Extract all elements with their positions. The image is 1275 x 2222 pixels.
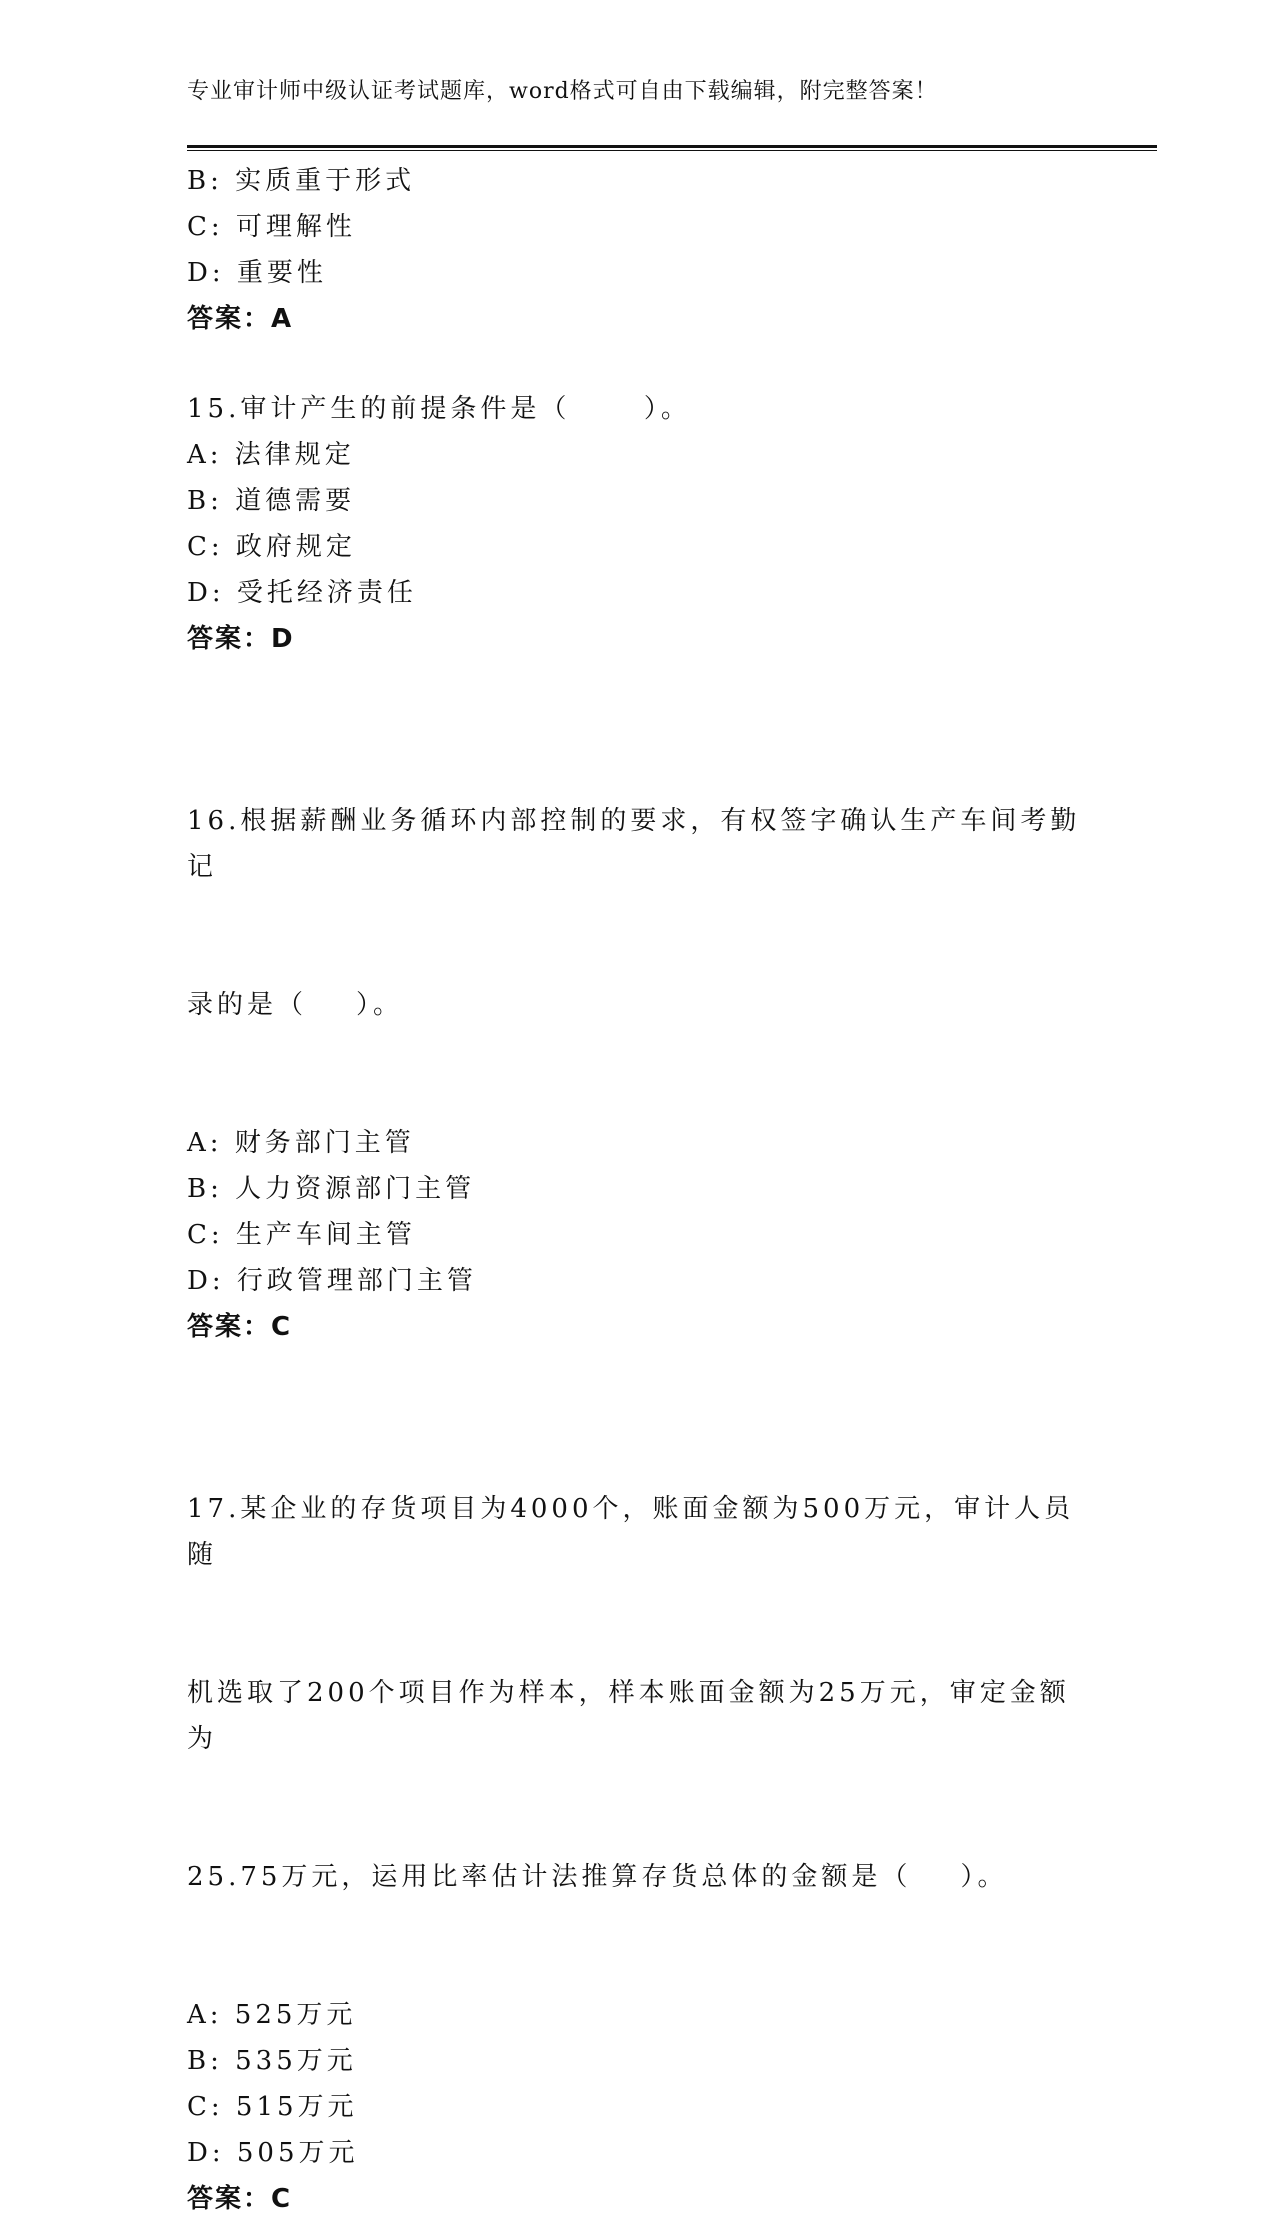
option-d: D: 重要性 [187,258,327,288]
question-stem-line: 25.75万元，运用比率估计法推算存货总体的金额是（ ）。 [187,1862,1008,1892]
question-stem-line: 17.某企业的存货项目为4000个，账面金额为500万元，审计人员随 [187,1494,1075,1570]
option-b: B: 535万元 [187,2046,357,2076]
answer-line: 答案：C [187,2184,293,2214]
option-c: C: 515万元 [187,2092,358,2122]
question-17 [187,1394,1087,2222]
option-c: C: 可理解性 [187,212,356,242]
question-stem-line: 录的是（ ）。 [187,990,404,1020]
option-a: A: 财务部门主管 [187,1128,415,1158]
option-d: D: 受托经济责任 [187,578,417,608]
option-d: D: 505万元 [187,2138,359,2168]
page-header: 专业审计师中级认证考试题库，word格式可自由下载编辑，附完整答案！ [187,79,938,104]
option-b: B: 实质重于形式 [187,166,416,196]
question-stem [187,386,1087,432]
question-stem [187,706,1087,1120]
answer-line: 答案：A [187,304,294,334]
document-body [187,158,1087,2222]
option-b: B: 道德需要 [187,486,356,516]
option-d: D: 行政管理部门主管 [187,1266,477,1296]
option-a: A: 525万元 [187,2000,357,2030]
header-divider-thin [187,150,1157,151]
option-b: B: 人力资源部门主管 [187,1174,476,1204]
option-a: A: 法律规定 [187,440,355,470]
question-16 [187,706,1087,1350]
option-c: C: 政府规定 [187,532,356,562]
answer-line: 答案：D [187,624,295,654]
question-14-fragment [187,158,1087,342]
answer-line: 答案：C [187,1312,293,1342]
question-stem [187,1394,1087,1992]
question-15 [187,386,1087,662]
question-stem-line: 机选取了200个项目作为样本，样本账面金额为25万元，审定金额为 [187,1678,1070,1754]
question-stem-line: 15.审计产生的前提条件是（ ）。 [187,394,691,424]
option-c: C: 生产车间主管 [187,1220,416,1250]
question-stem-line: 16.根据薪酬业务循环内部控制的要求，有权签字确认生产车间考勤记 [187,806,1081,882]
header-divider [187,145,1157,151]
